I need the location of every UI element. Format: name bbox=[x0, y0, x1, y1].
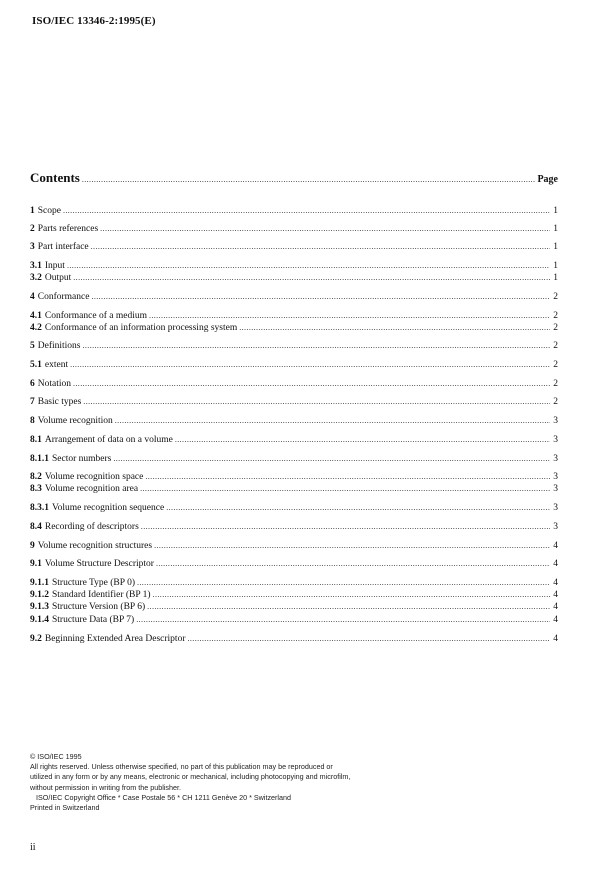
contents-title: Contents bbox=[30, 170, 80, 185]
leader-dots bbox=[188, 633, 551, 645]
toc-entry-page: 2 bbox=[553, 311, 558, 321]
toc-entry[interactable] bbox=[30, 272, 558, 284]
toc-entry[interactable] bbox=[30, 601, 558, 613]
toc-entry-number: 2 bbox=[30, 224, 35, 234]
leader-dots bbox=[91, 241, 550, 253]
toc-entry[interactable] bbox=[30, 322, 558, 334]
toc-entry-title: Definitions bbox=[37, 341, 81, 351]
toc-entry[interactable] bbox=[30, 558, 558, 570]
toc-entry-title: Basic types bbox=[37, 397, 82, 407]
toc-entry-number: 9.1.3 bbox=[30, 602, 49, 612]
leader-dots bbox=[70, 359, 550, 371]
leader-dots bbox=[83, 340, 551, 352]
toc-entry-page: 4 bbox=[553, 541, 558, 551]
toc-entry-title: Volume recognition area bbox=[44, 484, 139, 494]
leader-dots bbox=[156, 558, 550, 570]
leader-dots bbox=[83, 396, 550, 408]
leader-dots bbox=[153, 589, 550, 601]
toc-entry-title: Conformance bbox=[37, 292, 90, 302]
toc-entry-page: 1 bbox=[553, 206, 558, 216]
toc-entry-number: 3.1 bbox=[30, 261, 42, 271]
leader-dots bbox=[141, 521, 550, 533]
toc-entry[interactable] bbox=[30, 540, 558, 552]
toc-entry-title: Beginning Extended Area Descriptor bbox=[44, 634, 186, 644]
toc-entry-page: 3 bbox=[553, 522, 558, 532]
toc-entry-title: Volume recognition space bbox=[44, 472, 144, 482]
leader-dots bbox=[154, 540, 550, 552]
toc-entry-number: 3 bbox=[30, 242, 35, 252]
toc-entry[interactable] bbox=[30, 589, 558, 601]
toc-entry-number: 1 bbox=[30, 206, 35, 216]
toc-entry-title: Scope bbox=[37, 206, 61, 216]
toc-entry-title: Output bbox=[44, 273, 72, 283]
leader-dots bbox=[147, 601, 550, 613]
toc-entry-number: 6 bbox=[30, 379, 35, 389]
toc-entry-number: 8 bbox=[30, 416, 35, 426]
toc-entry-page: 4 bbox=[553, 602, 558, 612]
leader-dots bbox=[145, 471, 550, 483]
toc-entry-title: Standard Identifier (BP 1) bbox=[52, 590, 151, 600]
toc-entry[interactable] bbox=[30, 310, 558, 322]
toc-entry-page: 2 bbox=[553, 323, 558, 333]
toc-entry-title: Arrangement of data on a volume bbox=[44, 435, 173, 445]
toc-entry-page: 2 bbox=[553, 397, 558, 407]
toc-entry[interactable] bbox=[30, 205, 558, 217]
toc-entry-page: 2 bbox=[553, 379, 558, 389]
toc-entry-number: 9.1 bbox=[30, 559, 42, 569]
leader-dots bbox=[149, 310, 550, 322]
toc-entry-number: 8.2 bbox=[30, 472, 42, 482]
toc-entry-title: Input bbox=[44, 261, 65, 271]
toc-entry-title: extent bbox=[44, 360, 69, 370]
printed-in-line: Printed in Switzerland bbox=[30, 803, 100, 813]
toc-entry-number: 9.1.1 bbox=[30, 578, 49, 588]
toc-entry-title: Conformance of a medium bbox=[44, 311, 147, 321]
toc-entry-page: 3 bbox=[553, 435, 558, 445]
toc-entry-number: 8.1.1 bbox=[30, 454, 49, 464]
copyright-line: without permission in writing from the publisher. bbox=[30, 782, 182, 792]
toc-entry-number: 8.3.1 bbox=[30, 503, 49, 513]
toc-entry[interactable] bbox=[30, 291, 558, 303]
leader-dots bbox=[63, 205, 550, 217]
toc-entry[interactable] bbox=[30, 614, 558, 626]
toc-entry-number: 4.1 bbox=[30, 311, 42, 321]
toc-entry-page: 2 bbox=[553, 292, 558, 302]
toc-entry[interactable] bbox=[30, 396, 558, 408]
toc-entry[interactable] bbox=[30, 415, 558, 427]
toc-entry[interactable] bbox=[30, 577, 558, 589]
toc-entry-title: Conformance of an information processing system bbox=[44, 323, 238, 333]
toc-entry[interactable] bbox=[30, 223, 558, 235]
toc-entry-title: Volume recognition sequence bbox=[52, 503, 165, 513]
toc-entry[interactable] bbox=[30, 471, 558, 483]
leader-dots bbox=[175, 434, 550, 446]
toc-entry-number: 7 bbox=[30, 397, 35, 407]
page-column-label: Page bbox=[537, 174, 558, 185]
toc-entry-title: Recording of descriptors bbox=[44, 522, 139, 532]
toc-entry-page: 3 bbox=[553, 472, 558, 482]
toc-entry-page: 4 bbox=[553, 634, 558, 644]
toc-entry-page: 4 bbox=[553, 559, 558, 569]
copyright-line: © ISO/IEC 1995 bbox=[30, 752, 82, 761]
leader-dots bbox=[100, 223, 550, 235]
toc-entry-title: Sector numbers bbox=[52, 454, 112, 464]
leader-dots bbox=[73, 378, 550, 390]
toc-entry-number: 9 bbox=[30, 541, 35, 551]
leader-dots bbox=[115, 415, 550, 427]
toc-entry-number: 9.1.4 bbox=[30, 615, 49, 625]
copyright-office-address: ISO/IEC Copyright Office * Case Postale 56 * CH 1211 Genève 20 * Switzerland bbox=[36, 792, 292, 802]
leader-dots bbox=[82, 175, 536, 184]
toc-entry[interactable] bbox=[30, 434, 558, 446]
contents-heading bbox=[30, 170, 558, 186]
copyright-line: All rights reserved. Unless otherwise specified, no part of this publication may be reproduced or bbox=[30, 762, 333, 772]
toc-entry-page: 3 bbox=[553, 416, 558, 426]
toc-entry[interactable] bbox=[30, 378, 558, 390]
toc-entry[interactable] bbox=[30, 633, 558, 645]
leader-dots bbox=[67, 260, 550, 272]
copyright-notice bbox=[30, 752, 350, 813]
toc-entry-page: 4 bbox=[553, 615, 558, 625]
toc-entry-title: Structure Version (BP 6) bbox=[52, 602, 146, 612]
toc-entry-title: Volume recognition bbox=[37, 416, 113, 426]
toc-entry[interactable] bbox=[30, 483, 558, 495]
leader-dots bbox=[113, 453, 550, 465]
leader-dots bbox=[136, 614, 550, 626]
leader-dots bbox=[137, 577, 550, 589]
toc-entry-title: Notation bbox=[37, 379, 71, 389]
toc-entry-page: 1 bbox=[553, 273, 558, 283]
copyright-line: utilized in any form or by any means, electronic or mechanical, including photocopying and microfilm, bbox=[30, 772, 351, 782]
toc-entry[interactable] bbox=[30, 521, 558, 533]
toc-entry-title: Structure Type (BP 0) bbox=[52, 578, 135, 588]
toc-entry-page: 2 bbox=[553, 360, 558, 370]
toc-entry-number: 5.1 bbox=[30, 360, 42, 370]
toc-entry-page: 4 bbox=[553, 578, 558, 588]
toc-entry-number: 5 bbox=[30, 341, 35, 351]
toc-entry-title: Parts references bbox=[37, 224, 99, 234]
leader-dots bbox=[239, 322, 550, 334]
toc-entry[interactable] bbox=[30, 260, 558, 272]
toc-entry-page: 4 bbox=[553, 590, 558, 600]
toc-entry-title: Structure Data (BP 7) bbox=[52, 615, 135, 625]
toc-entry[interactable] bbox=[30, 453, 558, 465]
toc-entry[interactable] bbox=[30, 502, 558, 514]
toc-entry[interactable] bbox=[30, 241, 558, 253]
toc-entry-number: 9.1.2 bbox=[30, 590, 49, 600]
toc-entry-title: Volume recognition structures bbox=[37, 541, 153, 551]
toc-entry-page: 3 bbox=[553, 484, 558, 494]
toc-entry-number: 4.2 bbox=[30, 323, 42, 333]
leader-dots bbox=[91, 291, 550, 303]
toc-entry-page: 1 bbox=[553, 261, 558, 271]
leader-dots bbox=[73, 272, 550, 284]
toc-entry-page: 3 bbox=[553, 454, 558, 464]
toc-entry-number: 3.2 bbox=[30, 273, 42, 283]
leader-dots bbox=[140, 483, 550, 495]
toc-entry[interactable] bbox=[30, 340, 558, 352]
page-number: ii bbox=[30, 842, 36, 853]
toc-entry-number: 8.1 bbox=[30, 435, 42, 445]
toc-entry-title: Part interface bbox=[37, 242, 89, 252]
toc-entry-title: Volume Structure Descriptor bbox=[44, 559, 154, 569]
toc-entry-page: 1 bbox=[553, 242, 558, 252]
leader-dots bbox=[166, 502, 550, 514]
toc-entry-page: 1 bbox=[553, 224, 558, 234]
toc-entry-page: 3 bbox=[553, 503, 558, 513]
toc-entry-number: 8.3 bbox=[30, 484, 42, 494]
toc-entry-number: 9.2 bbox=[30, 634, 42, 644]
toc-entry-number: 4 bbox=[30, 292, 35, 302]
toc-entry-number: 8.4 bbox=[30, 522, 42, 532]
document-id-header: ISO/IEC 13346-2:1995(E) bbox=[32, 15, 156, 27]
toc-entry-page: 2 bbox=[553, 341, 558, 351]
toc-entry[interactable] bbox=[30, 359, 558, 371]
